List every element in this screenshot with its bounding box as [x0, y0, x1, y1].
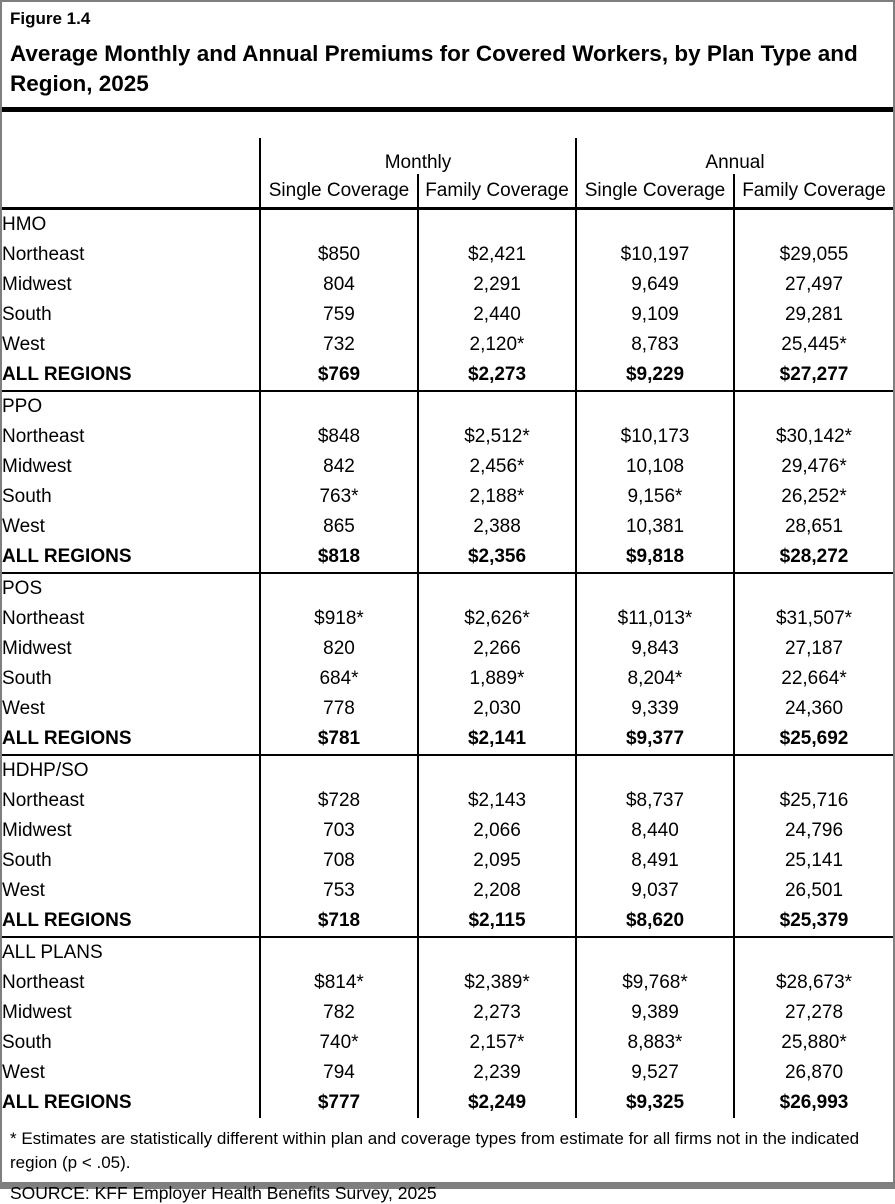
value-cell: $10,173: [576, 422, 734, 452]
table-row: [2, 1028, 893, 1058]
value-cell: $11,013*: [576, 604, 734, 634]
value-cell: 753: [260, 876, 418, 906]
value-cell: $2,421: [418, 240, 576, 270]
table-row: [2, 604, 893, 634]
value-cell: 22,664*: [734, 664, 893, 694]
value-cell: 26,501: [734, 876, 893, 906]
value-cell: 2,157*: [418, 1028, 576, 1058]
value-cell: 782: [260, 998, 418, 1028]
value-cell: 9,843: [576, 634, 734, 664]
empty-cell: [734, 937, 893, 968]
total-value-cell: $27,277: [734, 360, 893, 391]
value-cell: 10,108: [576, 452, 734, 482]
region-cell: South: [2, 486, 52, 507]
table-row: [2, 634, 893, 664]
value-cell: $2,626*: [418, 604, 576, 634]
total-value-cell: $28,272: [734, 542, 893, 573]
value-cell: 8,883*: [576, 1028, 734, 1058]
value-cell: 820: [260, 634, 418, 664]
empty-cell: [418, 573, 576, 604]
subheader-annual-family: Family Coverage: [734, 174, 893, 209]
value-cell: 2,273: [418, 998, 576, 1028]
table-body: [2, 209, 893, 1119]
total-row: [2, 724, 893, 755]
total-value-cell: $818: [260, 542, 418, 573]
value-cell: 9,037: [576, 876, 734, 906]
table-row: [2, 786, 893, 816]
value-cell: $8,737: [576, 786, 734, 816]
empty-cell: [418, 937, 576, 968]
table-row: [2, 270, 893, 300]
value-cell: 684*: [260, 664, 418, 694]
total-value-cell: $9,377: [576, 724, 734, 755]
value-cell: 1,889*: [418, 664, 576, 694]
empty-cell: [576, 755, 734, 786]
value-cell: 29,476*: [734, 452, 893, 482]
title-block: [2, 2, 893, 99]
value-cell: $728: [260, 786, 418, 816]
total-value-cell: $25,379: [734, 906, 893, 937]
table-row: [2, 1058, 893, 1088]
region-cell: Northeast: [2, 426, 85, 447]
total-row: [2, 360, 893, 391]
total-row: [2, 1088, 893, 1118]
corner-cell: [2, 138, 260, 174]
empty-cell: [576, 391, 734, 422]
value-cell: 26,870: [734, 1058, 893, 1088]
value-cell: 25,880*: [734, 1028, 893, 1058]
total-label-cell: ALL REGIONS: [2, 724, 260, 755]
value-cell: 27,187: [734, 634, 893, 664]
total-value-cell: $9,818: [576, 542, 734, 573]
value-cell: 25,141: [734, 846, 893, 876]
plan-type-cell: HDHP/SO: [2, 760, 89, 781]
empty-cell: [260, 209, 418, 241]
value-cell: $2,389*: [418, 968, 576, 998]
region-cell: South: [2, 668, 52, 689]
total-row: [2, 906, 893, 937]
total-row: [2, 542, 893, 573]
region-cell: West: [2, 698, 45, 719]
empty-cell: [734, 573, 893, 604]
value-cell: $25,716: [734, 786, 893, 816]
value-cell: 794: [260, 1058, 418, 1088]
empty-cell: [260, 573, 418, 604]
total-value-cell: $8,620: [576, 906, 734, 937]
value-cell: 10,381: [576, 512, 734, 542]
value-cell: 9,527: [576, 1058, 734, 1088]
value-cell: $2,512*: [418, 422, 576, 452]
value-cell: 703: [260, 816, 418, 846]
total-value-cell: $26,993: [734, 1088, 893, 1118]
region-cell: South: [2, 1032, 52, 1053]
region-cell: West: [2, 516, 45, 537]
empty-cell: [260, 391, 418, 422]
value-cell: 8,783: [576, 330, 734, 360]
section-header-row: [2, 391, 893, 422]
page-title: Average Monthly and Annual Premiums for Covered Workers, by Plan Type and Region, 2025: [10, 41, 858, 96]
region-cell: Midwest: [2, 1002, 72, 1023]
value-cell: $9,768*: [576, 968, 734, 998]
value-cell: 2,266: [418, 634, 576, 664]
total-value-cell: $25,692: [734, 724, 893, 755]
value-cell: $30,142*: [734, 422, 893, 452]
empty-cell: [260, 755, 418, 786]
value-cell: 9,156*: [576, 482, 734, 512]
value-cell: 740*: [260, 1028, 418, 1058]
value-cell: 26,252*: [734, 482, 893, 512]
plan-type-cell: PPO: [2, 396, 43, 417]
table-row: [2, 694, 893, 724]
region-cell: South: [2, 304, 52, 325]
empty-cell: [418, 209, 576, 241]
section-header-row: [2, 209, 893, 241]
value-cell: 9,649: [576, 270, 734, 300]
value-cell: $2,143: [418, 786, 576, 816]
value-cell: 24,360: [734, 694, 893, 724]
region-cell: Northeast: [2, 790, 85, 811]
value-cell: 8,204*: [576, 664, 734, 694]
value-cell: 804: [260, 270, 418, 300]
total-label-cell: ALL REGIONS: [2, 1092, 132, 1113]
empty-cell: [734, 391, 893, 422]
value-cell: 25,445*: [734, 330, 893, 360]
table-row: [2, 240, 893, 270]
column-group-annual: Annual: [576, 138, 893, 174]
title-divider: [2, 107, 893, 112]
footnote: * Estimates are statistically different within plan and coverage types from estimate for all firms not in the indicated region (p < .05).: [10, 1129, 860, 1172]
section-header-row: [2, 573, 893, 604]
value-cell: $848: [260, 422, 418, 452]
plan-type-cell: HMO: [2, 214, 47, 235]
total-value-cell: $9,229: [576, 360, 734, 391]
column-group-row: [2, 138, 893, 174]
value-cell: 27,497: [734, 270, 893, 300]
value-cell: 759: [260, 300, 418, 330]
region-cell: West: [2, 1062, 45, 1083]
value-cell: 2,388: [418, 512, 576, 542]
value-cell: 732: [260, 330, 418, 360]
total-value-cell: $2,249: [418, 1088, 576, 1118]
total-value-cell: $769: [260, 360, 418, 391]
empty-cell: [576, 937, 734, 968]
value-cell: $10,197: [576, 240, 734, 270]
total-value-cell: $781: [260, 724, 418, 755]
subheader-annual-single: Single Coverage: [576, 174, 734, 209]
value-cell: 778: [260, 694, 418, 724]
empty-cell: [418, 755, 576, 786]
value-cell: $918*: [260, 604, 418, 634]
section-header-row: [2, 937, 893, 968]
value-cell: 865: [260, 512, 418, 542]
table-row: [2, 512, 893, 542]
value-cell: 2,095: [418, 846, 576, 876]
figure-label: Figure 1.4: [10, 9, 91, 28]
value-cell: 2,440: [418, 300, 576, 330]
column-group-monthly: Monthly: [260, 138, 576, 174]
value-cell: 2,188*: [418, 482, 576, 512]
value-cell: 8,440: [576, 816, 734, 846]
total-value-cell: $718: [260, 906, 418, 937]
region-cell: South: [2, 850, 52, 871]
region-cell: West: [2, 334, 45, 355]
total-value-cell: $2,141: [418, 724, 576, 755]
region-cell: Midwest: [2, 820, 72, 841]
region-cell: Midwest: [2, 638, 72, 659]
empty-cell: [576, 573, 734, 604]
total-label-cell: ALL REGIONS: [2, 542, 260, 573]
value-cell: 842: [260, 452, 418, 482]
region-cell: Northeast: [2, 244, 85, 265]
table-row: [2, 452, 893, 482]
value-cell: $31,507*: [734, 604, 893, 634]
table-header: [2, 138, 893, 209]
value-cell: 2,208: [418, 876, 576, 906]
value-cell: $29,055: [734, 240, 893, 270]
table-row: [2, 422, 893, 452]
empty-cell: [734, 755, 893, 786]
region-cell: West: [2, 880, 45, 901]
value-cell: 9,109: [576, 300, 734, 330]
value-cell: 27,278: [734, 998, 893, 1028]
value-cell: 2,291: [418, 270, 576, 300]
value-cell: 2,120*: [418, 330, 576, 360]
empty-cell: [576, 209, 734, 241]
value-cell: 2,239: [418, 1058, 576, 1088]
value-cell: $850: [260, 240, 418, 270]
value-cell: 9,339: [576, 694, 734, 724]
table-row: [2, 482, 893, 512]
table-row: [2, 968, 893, 998]
plan-type-cell: ALL PLANS: [2, 942, 103, 963]
total-value-cell: $2,273: [418, 360, 576, 391]
empty-cell: [418, 391, 576, 422]
section-header-row: [2, 755, 893, 786]
total-value-cell: $2,115: [418, 906, 576, 937]
table-row: [2, 846, 893, 876]
region-cell: Northeast: [2, 608, 85, 629]
table-row: [2, 816, 893, 846]
table-row: [2, 664, 893, 694]
region-cell: Midwest: [2, 456, 72, 477]
value-cell: 8,491: [576, 846, 734, 876]
value-cell: 24,796: [734, 816, 893, 846]
total-value-cell: $2,356: [418, 542, 576, 573]
value-cell: 2,456*: [418, 452, 576, 482]
subheader-monthly-family: Family Coverage: [418, 174, 576, 209]
premiums-table: [2, 138, 893, 1118]
value-cell: 763*: [260, 482, 418, 512]
table-row: [2, 300, 893, 330]
value-cell: 2,030: [418, 694, 576, 724]
total-value-cell: $9,325: [576, 1088, 734, 1118]
value-cell: 9,389: [576, 998, 734, 1028]
plan-type-cell: POS: [2, 578, 43, 599]
table-row: [2, 998, 893, 1028]
empty-cell: [734, 209, 893, 241]
region-cell: Northeast: [2, 972, 85, 993]
table-row: [2, 330, 893, 360]
value-cell: 2,066: [418, 816, 576, 846]
total-label-cell: ALL REGIONS: [2, 360, 260, 391]
empty-cell: [260, 937, 418, 968]
source-line: SOURCE: KFF Employer Health Benefits Survey, 2025: [10, 1183, 437, 1203]
value-cell: 29,281: [734, 300, 893, 330]
corner-cell: [2, 174, 260, 209]
value-cell: 708: [260, 846, 418, 876]
subheader-row: [2, 174, 893, 209]
value-cell: $814*: [260, 968, 418, 998]
region-cell: Midwest: [2, 274, 72, 295]
subheader-monthly-single: Single Coverage: [260, 174, 418, 209]
value-cell: $28,673*: [734, 968, 893, 998]
total-value-cell: $777: [260, 1088, 418, 1118]
value-cell: 28,651: [734, 512, 893, 542]
total-label-cell: ALL REGIONS: [2, 906, 260, 937]
table-row: [2, 876, 893, 906]
